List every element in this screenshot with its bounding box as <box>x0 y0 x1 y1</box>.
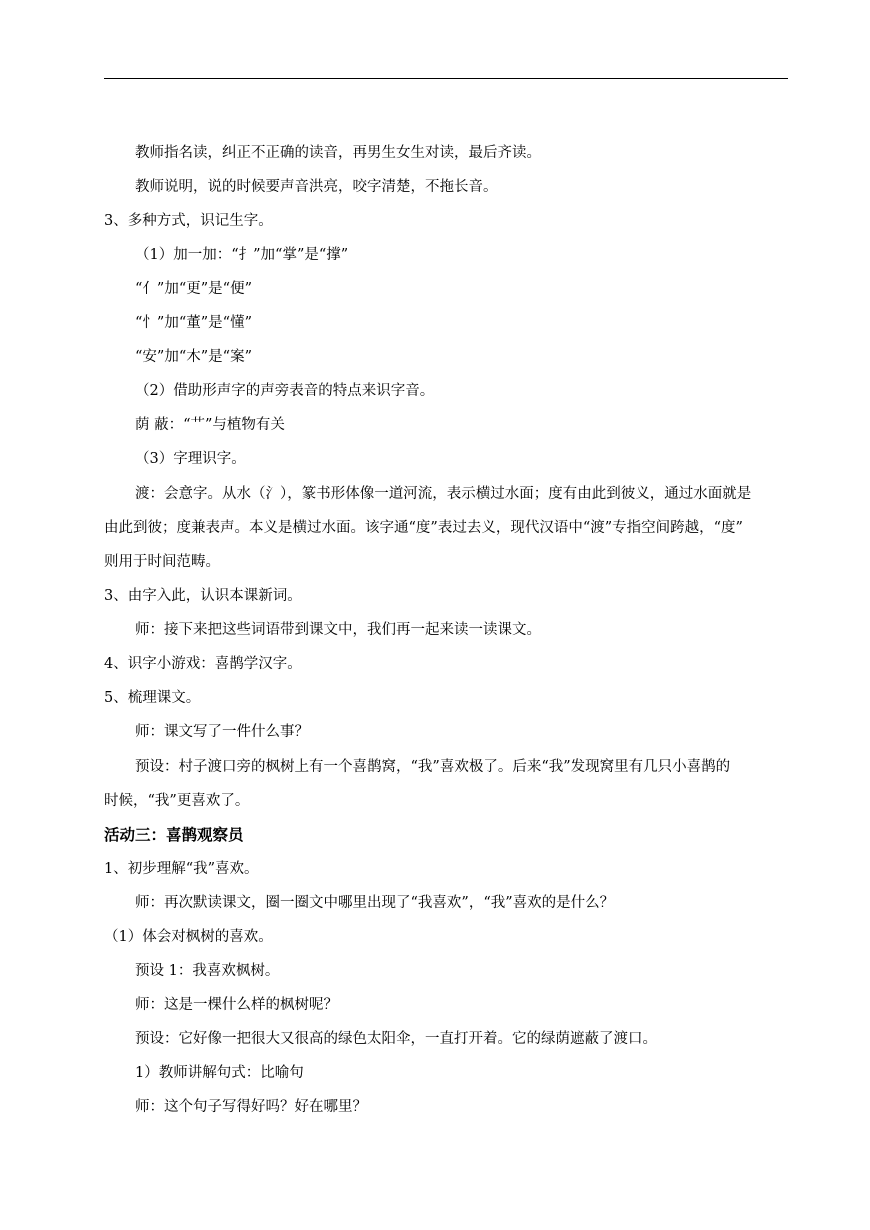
text-line: 1）教师讲解句式：比喻句 <box>135 1065 304 1081</box>
text-line: “忄”加“董”是“懂” <box>135 315 252 331</box>
text-line: 则用于时间范畴。 <box>104 554 220 570</box>
text-line: 师：课文写了一件什么事？ <box>135 724 309 740</box>
text-line: 预设 1：我喜欢枫树。 <box>135 963 280 979</box>
text-line: 师：这个句子写得好吗？好在哪里？ <box>135 1099 367 1115</box>
text-line: 师：这是一棵什么样的枫树呢？ <box>135 997 338 1013</box>
text-line: （3）字理识字。 <box>135 451 246 467</box>
text-line: 渡：会意字。从水（氵），篆书形体像一道河流，表示横过水面；度有由此到彼义，通过水面就是 <box>135 486 752 502</box>
list-item: 5、梳理课文。 <box>104 690 201 706</box>
text-line: 教师指名读，纠正不正确的读音，再男生女生对读，最后齐读。 <box>135 145 541 161</box>
text-line: 时候，“我”更喜欢了。 <box>104 793 250 809</box>
list-item: 1、初步理解“我”喜欢。 <box>104 861 259 877</box>
text-line: 荫 蔽：“艹”与植物有关 <box>135 417 285 433</box>
text-line: 预设：它好像一把很大又很高的绿色太阳伞，一直打开着。它的绿荫遮蔽了渡口。 <box>135 1031 657 1047</box>
text-line: “亻”加“更”是“便” <box>135 281 252 297</box>
text-line: 教师说明，说的时候要声音洪亮，咬字清楚，不拖长音。 <box>135 179 498 195</box>
text-line: （1）体会对枫树的喜欢。 <box>104 929 273 945</box>
text-line: “安”加“木”是“案” <box>135 349 252 365</box>
text-line: 预设：村子渡口旁的枫树上有一个喜鹊窝，“我”喜欢极了。后来“我”发现窝里有几只小喜鹊的 <box>135 759 731 775</box>
list-item: 3、多种方式，识记生字。 <box>104 213 273 229</box>
header-rule <box>104 78 788 79</box>
list-item: 4、识字小游戏：喜鹊学汉字。 <box>104 656 302 672</box>
text-line: 由此到彼；度兼表声。本义是横过水面。该字通“度”表过去义，现代汉语中“渡”专指空间跨越，“度” <box>104 520 743 536</box>
section-heading: 活动三：喜鹊观察员 <box>104 826 244 844</box>
text-line: （2）借助形声字的声旁表音的特点来识字音。 <box>135 383 435 399</box>
text-line: 师：接下来把这些词语带到课文中，我们再一起来读一读课文。 <box>135 622 541 638</box>
text-line: 师：再次默读课文，圈一圈文中哪里出现了“我喜欢”，“我”喜欢的是什么？ <box>135 895 615 911</box>
list-item: 3、由字入此，认识本课新词。 <box>104 588 302 604</box>
text-line: （1）加一加：“扌”加“掌”是“撑” <box>135 247 349 263</box>
